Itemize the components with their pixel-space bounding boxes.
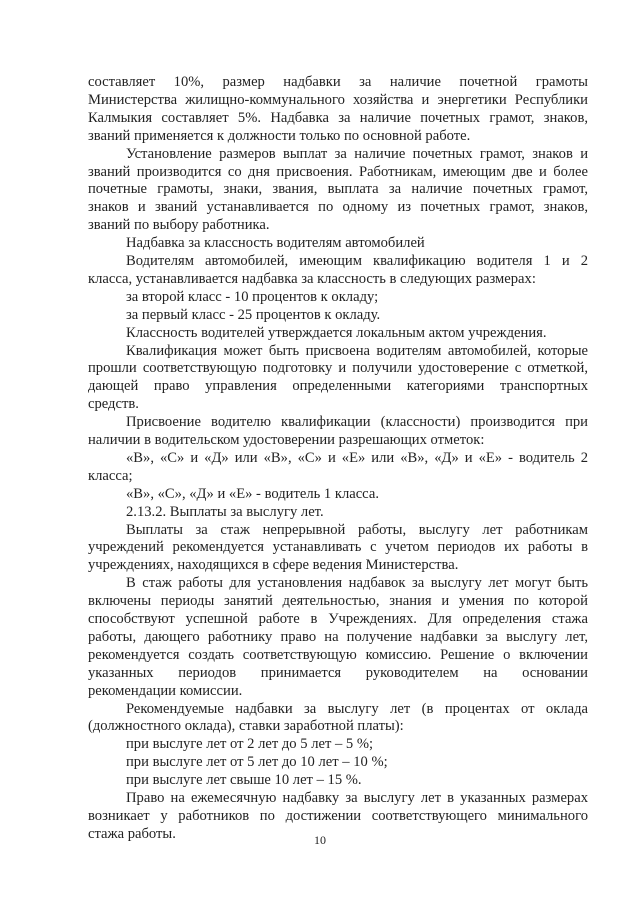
list-item: за первый класс - 25 процентов к окладу.	[126, 306, 381, 323]
text-line: званий по выбору работника.	[88, 217, 270, 234]
text-line: дающей право управления определенными категориями транспортных	[88, 378, 588, 395]
text-line: Классность водителей утверждается локальным актом учреждения.	[126, 324, 547, 341]
list-item: при выслуге лет от 5 лет до 10 лет – 10 %;	[126, 754, 388, 771]
text-line: учреждений рекомендуется устанавливать с учетом периодов их работы в	[88, 539, 588, 556]
text-line: Право на ежемесячную надбавку за выслугу лет в указанных размерах	[126, 790, 588, 806]
text-line: В стаж работы для установления надбавок за выслугу лет могут быть	[126, 575, 588, 592]
text-line: почетные грамоты, знаки, звания, выплата за наличие почетных грамот,	[88, 181, 588, 198]
text-line: (должностного оклада), ставки заработной платы):	[88, 718, 404, 735]
text-line: Калмыкия составляет 5%. Надбавка за наличие почетных грамот, знаков,	[88, 109, 588, 126]
text-line: Министерства жилищно-коммунального хозяйства и энергетики Республики	[88, 91, 588, 108]
page-number: 10	[314, 833, 326, 847]
text-line: Рекомендуемые надбавки за выслугу лет (в процентах от оклада	[126, 700, 588, 717]
text-line: рекомендуется создать соответствующую комиссию. Решение о включении	[88, 646, 588, 663]
text-line: указанных периодов принимается руководителем на основании	[88, 664, 588, 681]
text-line: Выплаты за стаж непрерывной работы, выслугу лет работникам	[126, 521, 588, 538]
list-item: за второй класс - 10 процентов к окладу;	[126, 288, 379, 305]
text-line: включены периоды занятий деятельностью, знания и умения по которой	[88, 593, 588, 610]
text-line: возникает у работников по достижении соответствующего минимального	[88, 807, 588, 824]
text-line: класса;	[88, 467, 133, 484]
text-line: званий производится со дня присвоения. Работникам, имеющим две и более	[88, 163, 588, 180]
section-heading: Надбавка за классность водителям автомобилей	[126, 235, 425, 252]
text-line: Установление размеров выплат за наличие почетных грамот, знаков и	[126, 145, 588, 162]
text-line: Присвоение водителю квалификации (классности) производится при	[126, 414, 588, 431]
text-line: рекомендации комиссии.	[88, 682, 243, 699]
text-line: работы, дающего работнику право на получение надбавки за выслугу лет,	[88, 628, 588, 645]
text-line: «В», «С» и «Д» или «В», «С» и «Е» или «В», «Д» и «Е» - водитель 2	[126, 449, 588, 466]
text-line: Водителям автомобилей, имеющим квалификацию водителя 1 и 2	[126, 253, 588, 269]
text-line: класса, устанавливается надбавка за классность в следующих размерах:	[88, 270, 536, 287]
text-line: способствуют успешной работе в Учреждениях. Для определения стажа	[88, 611, 588, 627]
list-item: при выслуге лет от 2 лет до 5 лет – 5 %;	[126, 736, 374, 753]
text-line: учреждениях, находящихся в сфере ведения Министерства.	[88, 557, 459, 574]
text-line: званий применяется к должности только по основной работе.	[88, 127, 471, 144]
text-line: средств.	[88, 396, 139, 413]
text-line: Квалификация может быть присвоена водителям автомобилей, которые	[126, 342, 588, 359]
text-line: составляет 10%, размер надбавки за наличие почетной грамоты	[88, 74, 588, 90]
text-line: знаков и званий устанавливается по одному из почетных грамот, знаков,	[88, 199, 588, 216]
text-line: наличии в водительском удостоверении разрешающих отметок:	[88, 432, 485, 448]
list-item: при выслуге лет свыше 10 лет – 15 %.	[126, 772, 362, 789]
section-heading: 2.13.2. Выплаты за выслугу лет.	[126, 503, 324, 520]
text-line: «В», «С», «Д» и «Е» - водитель 1 класса.	[126, 485, 379, 502]
text-line: стажа работы.	[88, 825, 176, 842]
text-line: прошли соответствующую подготовку и получили удостоверение с отметкой,	[88, 360, 588, 377]
